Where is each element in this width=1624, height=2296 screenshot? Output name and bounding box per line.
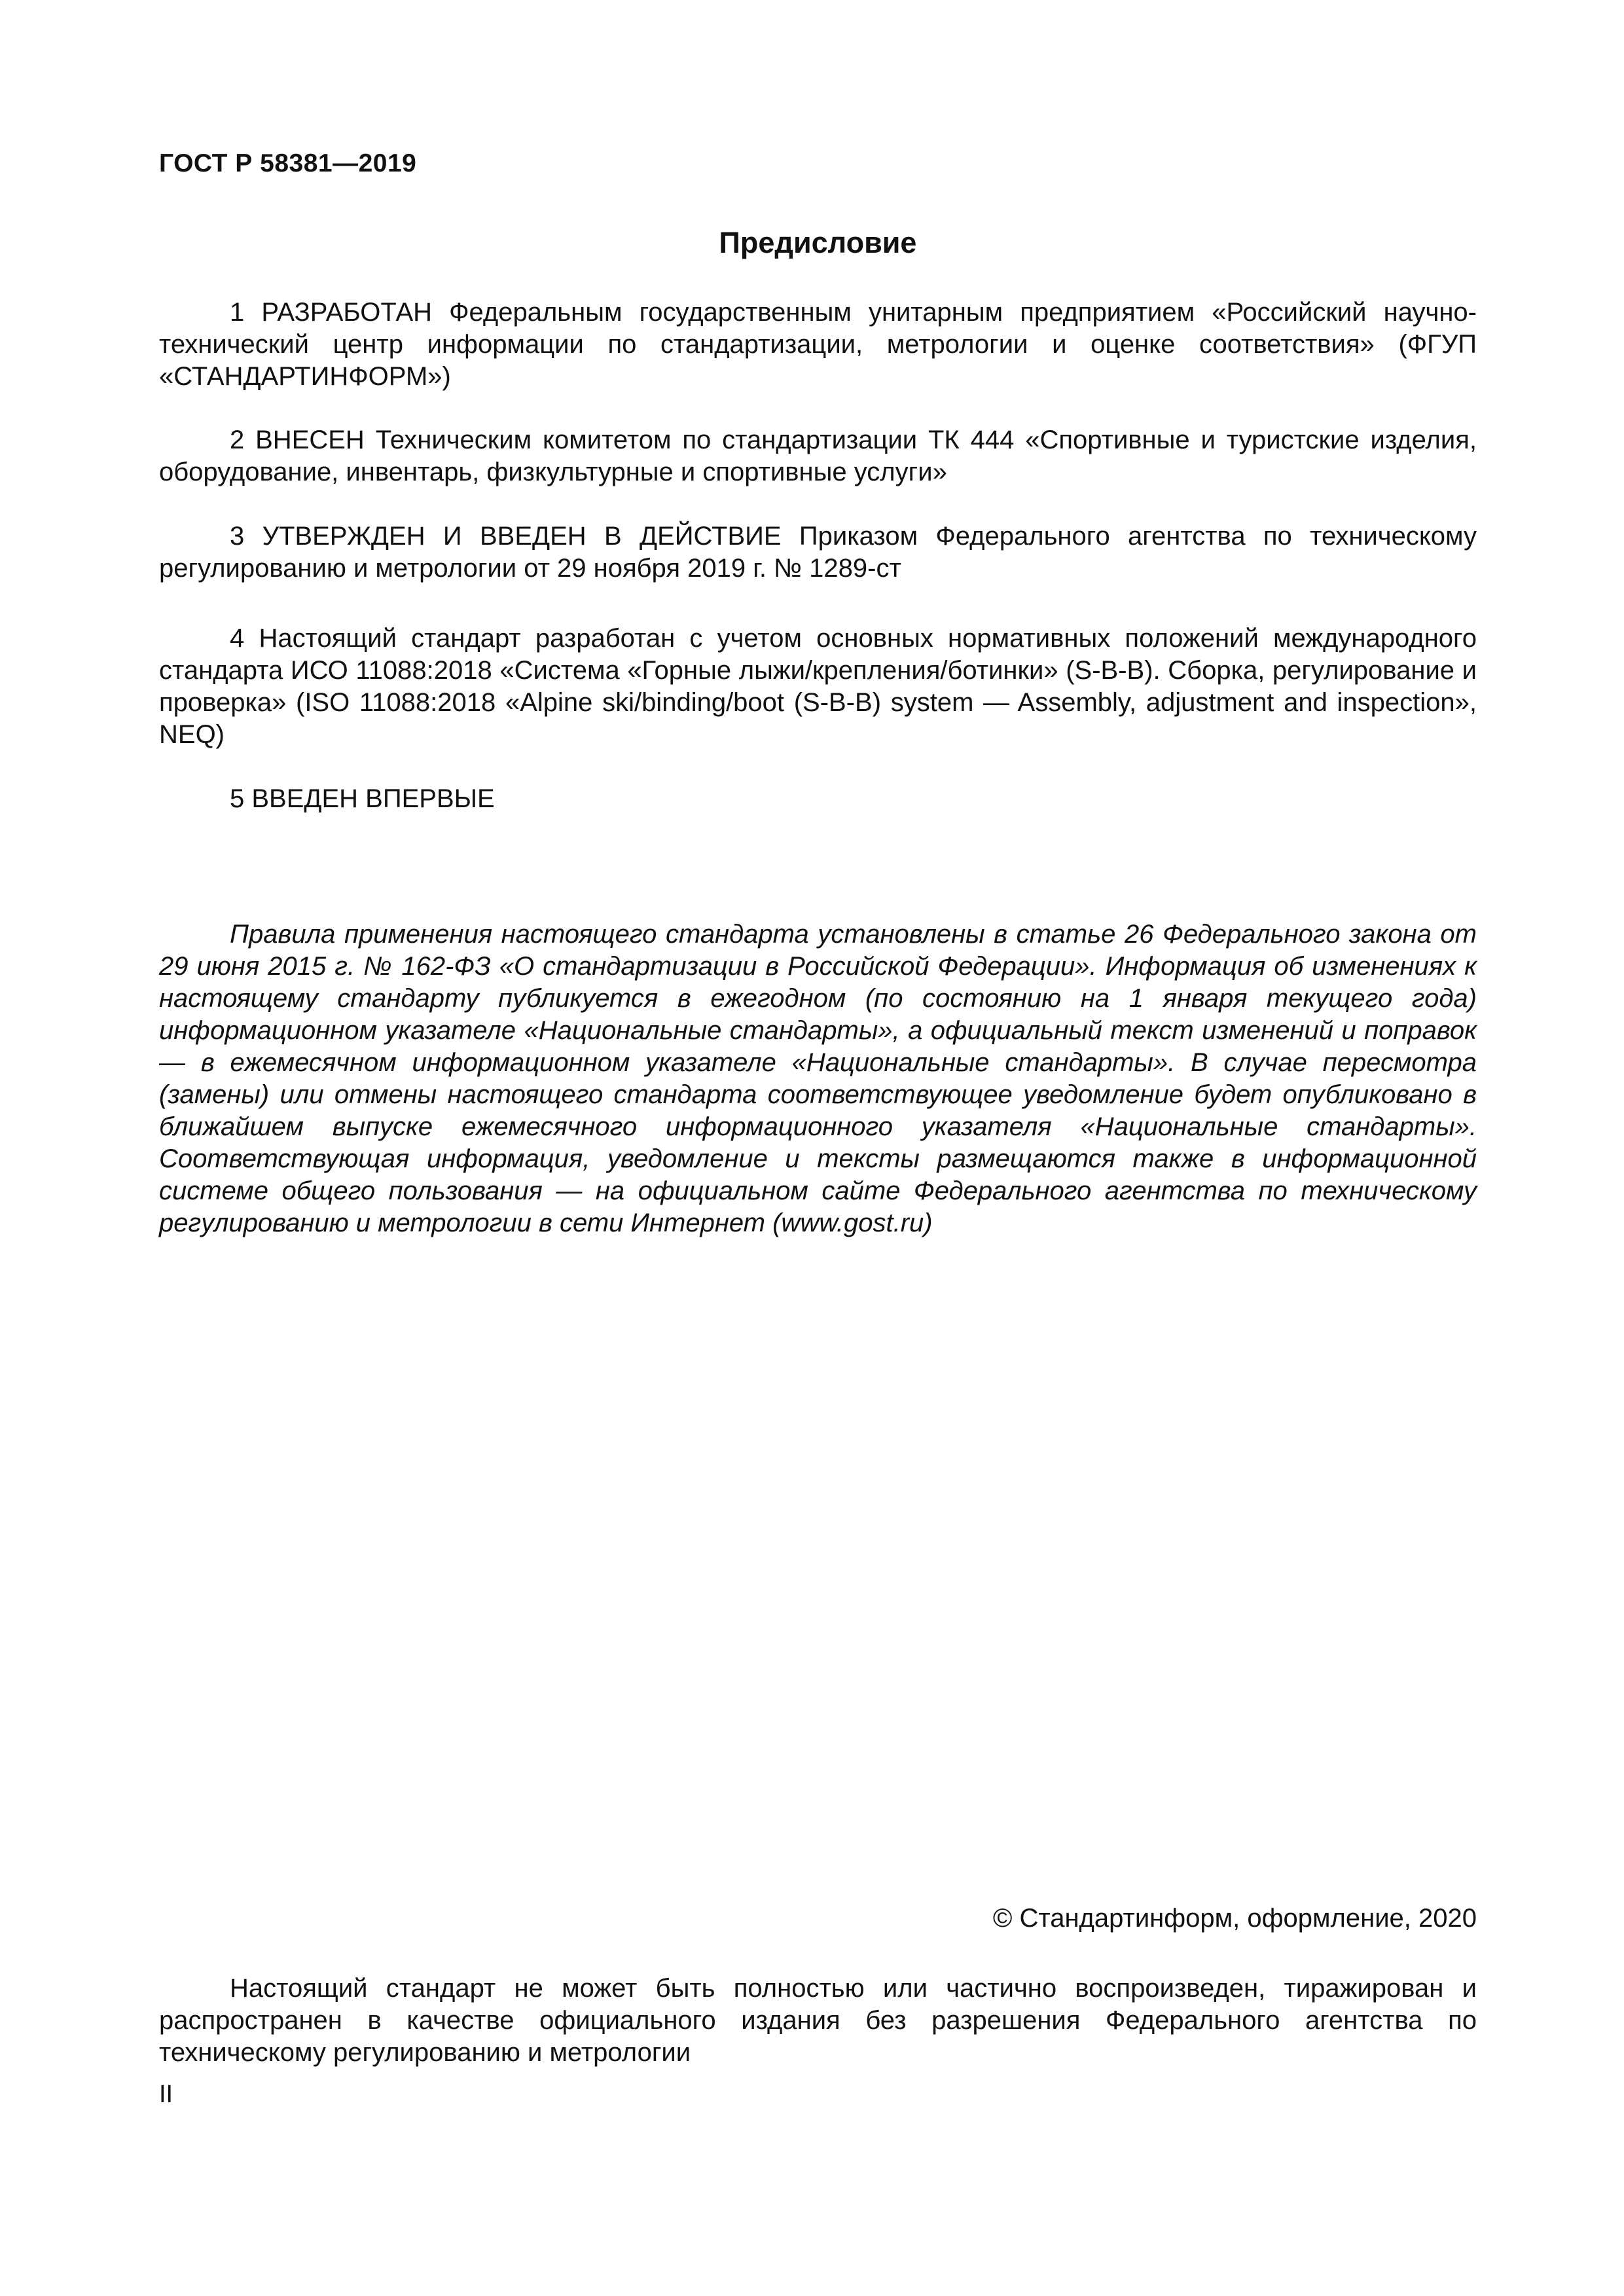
copyright-line: © Стандартинформ, оформление, 2020 <box>992 1904 1477 1933</box>
foreword-item-1 <box>159 297 1477 393</box>
page-number: II <box>159 2081 173 2108</box>
foreword-item-2-text: 2 ВНЕСЕН Техническим комитетом по стандартизации ТК 444 «Спортивные и туристские изделия, оборудование, инвентарь, физкультурные и спортивные услуги» <box>159 426 1477 486</box>
reproduction-notice <box>159 1973 1477 2069</box>
application-rules-text: Правила применения настоящего стандарта установлены в статье 26 Федерального закона от 29 июня 2015 г. № 162-ФЗ «О стандартизации в Российской Федерации». Информация об изменениях к настоящему стандарту публикуется в ежегодном (по состоянию на 1 января текущего года) информационном указателе «Национальные стандарты», а официальный текст изменений и поправок — в ежемесячном информационном указателе «Национальные стандарты». В случае пересмотра (замены) или отмены настоящего стандарта соответствующее уведомление будет опубликовано в ближайшем выпуске ежемесячного информационного указателя «Национальные стандарты». Соответствующая информация, уведомление и тексты размещаются также в информационной системе общего пользования — на официальном сайте Федерального агентства по техническому регулированию и метрологии в сети Интернет (www.gost.ru) <box>159 920 1477 1237</box>
foreword-item-4-text: 4 Настоящий стандарт разработан с учетом основных нормативных положений международного стандарта ИСО 11088:2018 «Система «Горные лыжи/крепления/ботинки» (S-B-B). Сборка, регулирование и проверка» (ISO 11088:2018 «Alpine ski/binding/boot (S-B-B) system — Assembly, adjustment and inspection», NEQ) <box>159 624 1477 749</box>
foreword-item-5-text: 5 ВВЕДЕН ВПЕРВЫЕ <box>230 784 495 813</box>
foreword-item-5 <box>159 783 1477 815</box>
foreword-item-4 <box>159 623 1477 751</box>
document-code: ГОСТ Р 58381—2019 <box>159 149 417 177</box>
reproduction-notice-text: Настоящий стандарт не может быть полностью или частично воспроизведен, тиражирован и распространен в качестве официального издания без разрешения Федерального агентства по техническому регулированию и метрологии <box>159 1974 1477 2067</box>
application-rules-paragraph <box>159 919 1477 1239</box>
foreword-item-3-text: 3 УТВЕРЖДЕН И ВВЕДЕН В ДЕЙСТВИЕ Приказом Федерального агентства по техническому регулированию и метрологии от 29 ноября 2019 г. № 1289-ст <box>159 522 1477 583</box>
foreword-item-3 <box>159 520 1477 585</box>
foreword-title: Предисловие <box>719 226 917 259</box>
foreword-item-1-text: 1 РАЗРАБОТАН Федеральным государственным унитарным предприятием «Российский научно-технический центр информации по стандартизации, метрологии и оценке соответствия» (ФГУП «СТАНДАРТИНФОРМ») <box>159 298 1477 391</box>
foreword-item-2 <box>159 424 1477 488</box>
